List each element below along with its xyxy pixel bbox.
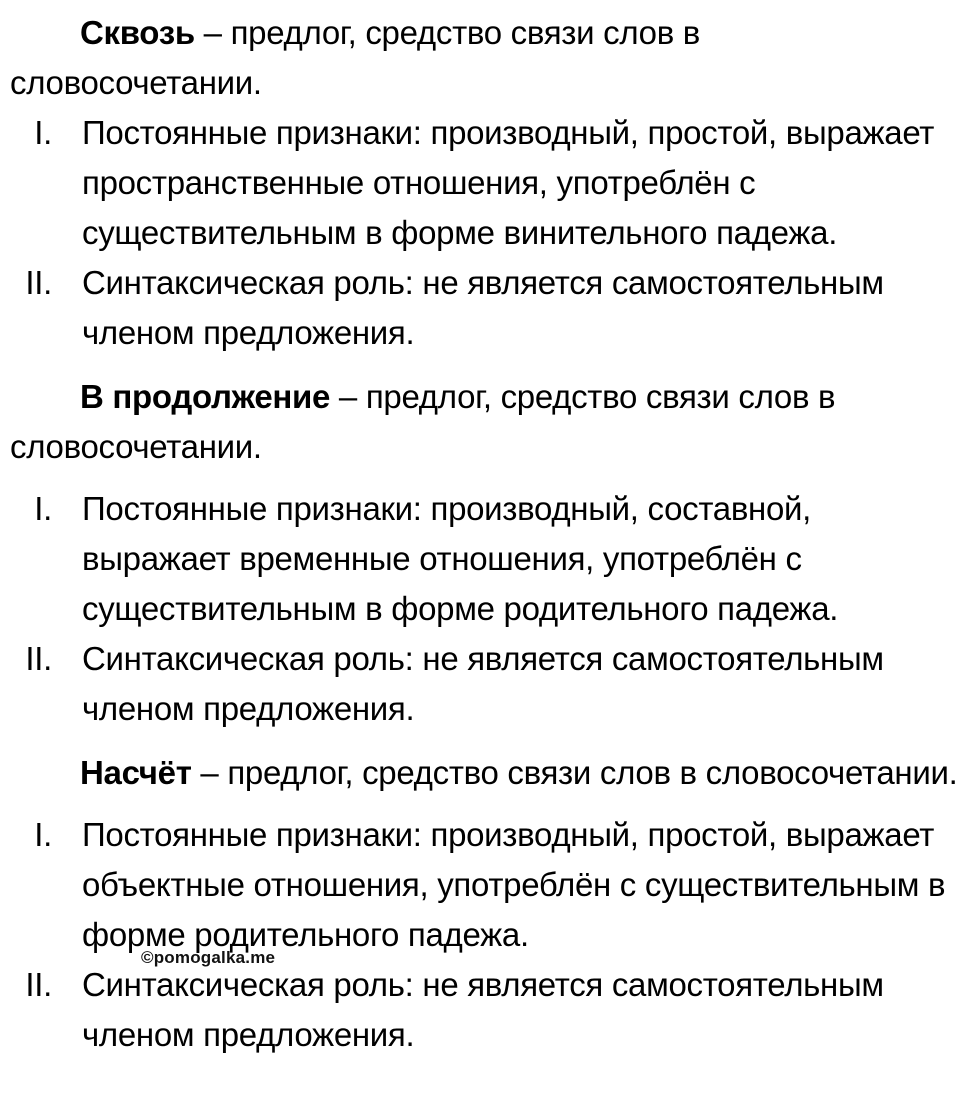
- entry-heading: [0, 372, 960, 472]
- entry-heading: [0, 8, 960, 108]
- list-item: [0, 810, 960, 960]
- list-item-text: Синтаксическая роль: не является самостоятельным членом предложения.: [82, 966, 884, 1053]
- list-item: [0, 258, 960, 358]
- entry-definition: – предлог, средство связи слов в словосочетании.: [10, 378, 836, 465]
- list-marker: II.: [25, 966, 52, 1003]
- list-item: [0, 634, 960, 734]
- entry-term: В продолжение: [80, 378, 331, 415]
- list-marker: II.: [25, 640, 52, 677]
- entry-heading: [0, 748, 960, 798]
- feature-list: [0, 108, 960, 358]
- watermark: ©pomogalka.me: [141, 948, 276, 967]
- entry-term: Насчёт: [80, 754, 192, 791]
- list-item-text: Постоянные признаки: производный, простой, выражает пространственные отношения, употреблён с существительным в форме винительного падежа.: [82, 114, 935, 251]
- list-marker: I.: [34, 816, 52, 853]
- entry-term: Сквозь: [80, 14, 195, 51]
- list-item-text: Синтаксическая роль: не является самостоятельным членом предложения.: [82, 640, 884, 727]
- list-item: [0, 484, 960, 634]
- list-marker: I.: [34, 114, 52, 151]
- entry-definition: – предлог, средство связи слов в словосочетании.: [191, 754, 958, 791]
- list-item-text: Постоянные признаки: производный, простой, выражает объектные отношения, употреблён с существительным в форме родительного падежа.: [82, 816, 946, 953]
- entry-definition: – предлог, средство связи слов в словосочетании.: [10, 14, 701, 101]
- list-marker: II.: [25, 264, 52, 301]
- entry-naschet: [0, 748, 960, 1060]
- list-item: [0, 960, 960, 1060]
- list-item-text: Постоянные признаки: производный, составной, выражает временные отношения, употреблён с существительным в форме родительного падежа.: [82, 490, 839, 627]
- feature-list: [0, 484, 960, 734]
- entry-skvoz: [0, 8, 960, 358]
- feature-list: [0, 810, 960, 1060]
- list-item-text: Синтаксическая роль: не является самостоятельным членом предложения.: [82, 264, 884, 351]
- list-marker: I.: [34, 490, 52, 527]
- list-item: [0, 108, 960, 258]
- entry-v-prodolzhenie: [0, 372, 960, 734]
